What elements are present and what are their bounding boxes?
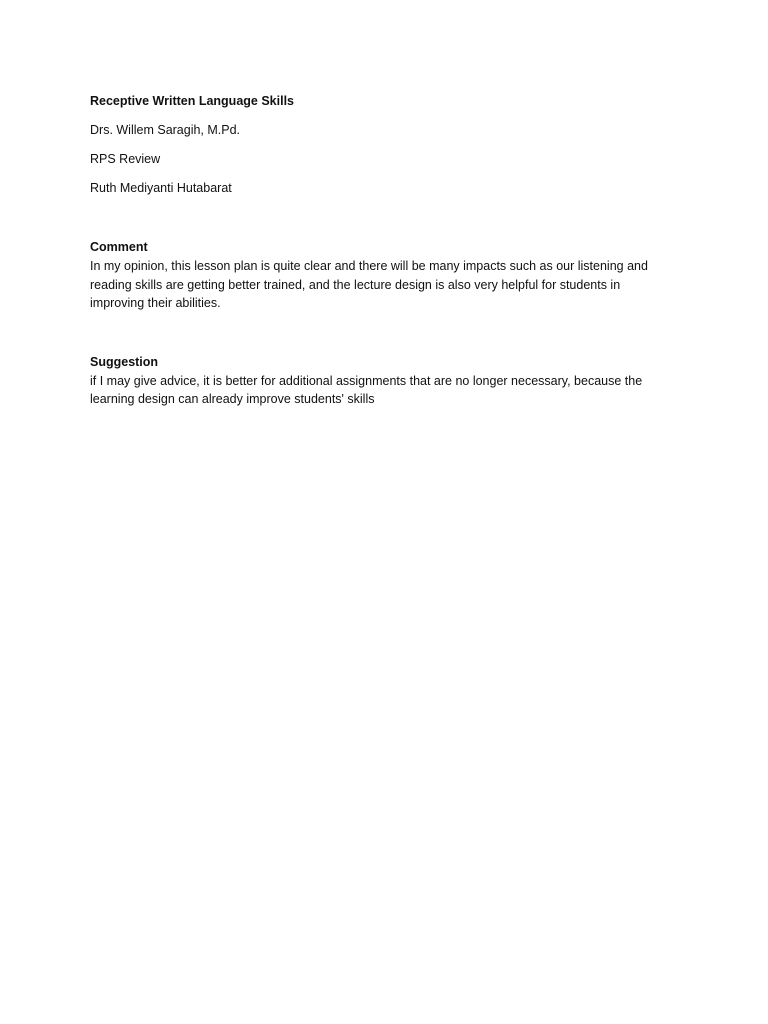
author-name: Ruth Mediyanti Hutabarat bbox=[90, 181, 232, 195]
comment-heading: Comment bbox=[90, 240, 148, 254]
document-type: RPS Review bbox=[90, 152, 161, 166]
document-content bbox=[90, 92, 670, 409]
suggestion-body: if I may give advice, it is better for additional assignments that are no longer necessary, because the learning design can already improve students' skills bbox=[90, 373, 643, 406]
suggestion-heading: Suggestion bbox=[90, 354, 159, 369]
lecturer-name: Drs. Willem Saragih, M.Pd. bbox=[90, 123, 241, 137]
comment-body: In my opinion, this lesson plan is quite clear and there will be many impacts such as our listening and reading skills are getting better trained, and the lecture design is also very helpful for students in improving their abilities. bbox=[90, 259, 648, 310]
document-title: Receptive Written Language Skills bbox=[90, 94, 294, 108]
